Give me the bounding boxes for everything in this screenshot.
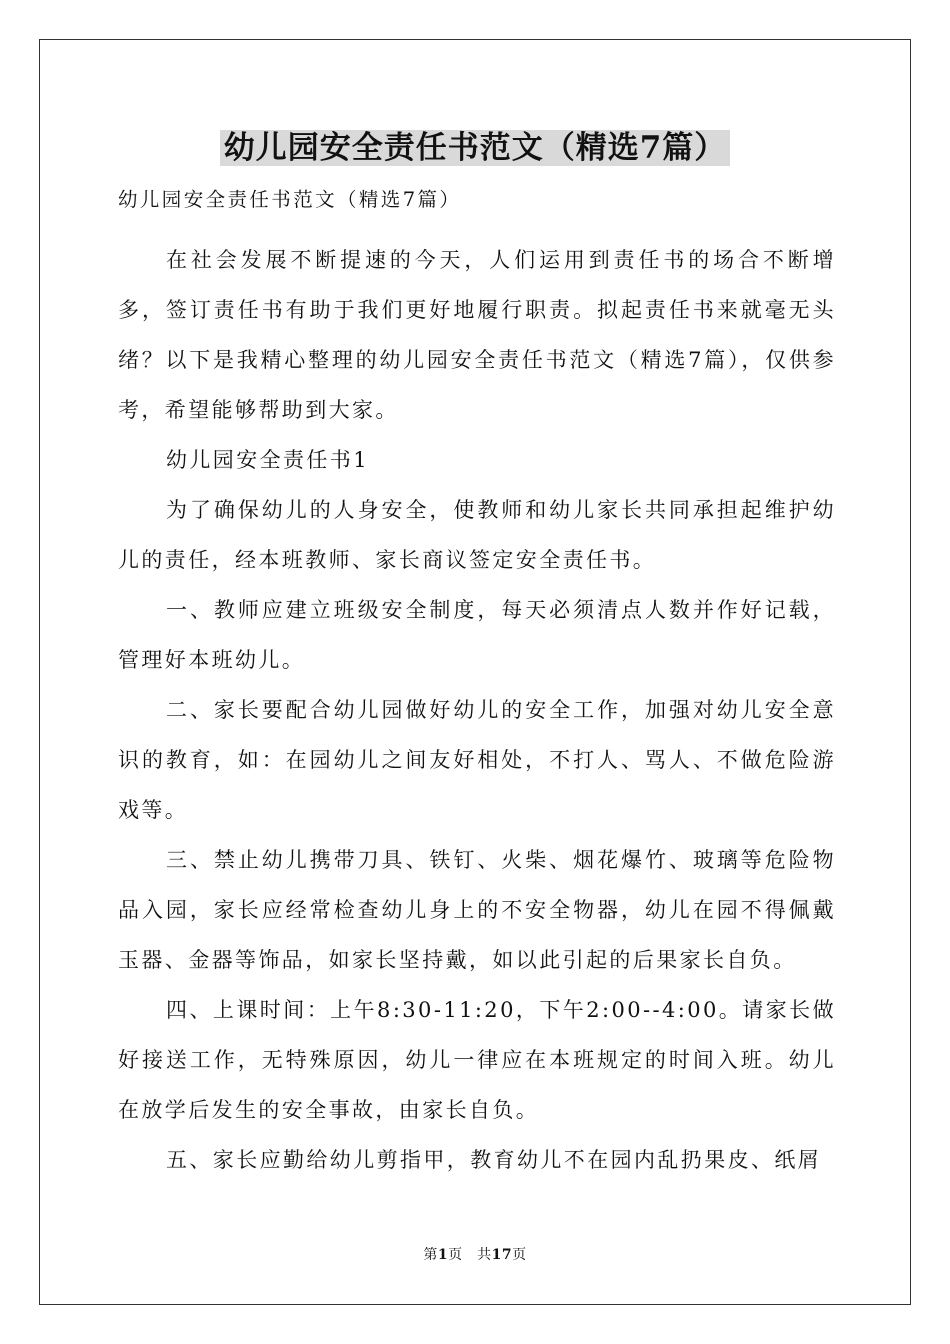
body-paragraph: 为了确保幼儿的人身安全，使教师和幼儿家长共同承担起维护幼儿的责任，经本班教师、家长商议签定安全责任书。 <box>118 498 836 572</box>
section-heading: 幼儿园安全责任书1 <box>166 448 369 472</box>
clause-2: 二、家长要配合幼儿园做好幼儿的安全工作，加强对幼儿安全意识的教育，如：在园幼儿之间友好相处，不打人、骂人、不做危险游戏等。 <box>118 698 836 822</box>
document-title <box>0 128 950 168</box>
footer-mid: 页 共 <box>448 1247 492 1263</box>
document-subtitle: 幼儿园安全责任书范文（精选7篇） <box>118 188 462 211</box>
clause-5: 五、家长应勤给幼儿剪指甲，教育幼儿不在园内乱扔果皮、纸屑 <box>166 1148 822 1172</box>
page-footer <box>0 1244 950 1264</box>
footer-prefix: 第 <box>423 1247 438 1263</box>
intro-paragraph: 在社会发展不断提速的今天，人们运用到责任书的场合不断增多，签订责任书有助于我们更好地履行职责。拟起责任书来就毫无头绪？以下是我精心整理的幼儿园安全责任书范文（精选7篇），仅供参考，希望能够帮助到大家。 <box>118 248 836 422</box>
clause-1: 一、教师应建立班级安全制度，每天必须清点人数并作好记载，管理好本班幼儿。 <box>118 598 836 672</box>
footer-suffix: 页 <box>512 1247 527 1263</box>
clause-3: 三、禁止幼儿携带刀具、铁钉、火柴、烟花爆竹、玻璃等危险物品入园，家长应经常检查幼儿身上的不安全物器，幼儿在园不得佩戴玉器、金器等饰品，如家长坚持戴，如以此引起的后果家长自负。 <box>118 848 836 972</box>
document-body <box>118 180 836 1185</box>
footer-total-pages: 17 <box>491 1247 513 1263</box>
document-title-text: 幼儿园安全责任书范文（精选7篇） <box>220 130 731 166</box>
footer-current-page: 1 <box>437 1247 449 1263</box>
clause-4: 四、上课时间：上午8:30-11:20，下午2:00--4:00。请家长做好接送工作，无特殊原因，幼儿一律应在本班规定的时间入班。幼儿在放学后发生的安全事故，由家长自负。 <box>118 998 836 1122</box>
